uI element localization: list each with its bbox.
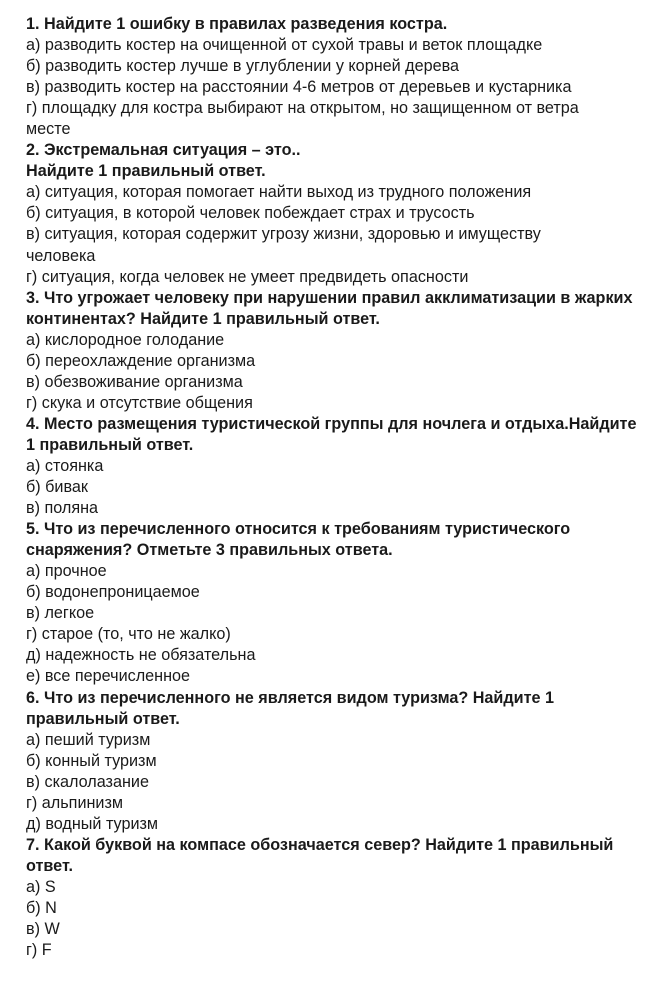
- answer-option: в) поляна: [26, 499, 99, 518]
- answer-option: г) ситуация, когда человек не умеет предвидеть опасности: [26, 267, 469, 286]
- answer-option: в) ситуация, которая содержит угрозу жизни, здоровью и имуществу: [26, 225, 541, 244]
- question-text: 5. Что из перечисленного относится к требованиям туристического: [26, 520, 571, 539]
- answer-option: е) все перечисленное: [26, 667, 191, 686]
- question-text: Найдите 1 правильный ответ.: [26, 162, 266, 181]
- question-text: ответ.: [26, 856, 73, 875]
- question-block-5: [26, 519, 666, 687]
- question-text: правильный ответ.: [26, 709, 180, 728]
- answer-option: д) надежность не обязательна: [26, 646, 256, 665]
- question-text: континентах? Найдите 1 правильный ответ.: [26, 309, 380, 328]
- answer-option: а) кислородное голодание: [26, 330, 225, 349]
- answer-option: г) альпинизм: [26, 793, 124, 812]
- answer-option: б) бивак: [26, 478, 88, 497]
- answer-option-continuation: человека: [26, 246, 96, 265]
- answer-option: в) обезвоживание организма: [26, 372, 243, 391]
- question-text: 1. Найдите 1 ошибку в правилах разведения костра.: [26, 15, 448, 33]
- question-text: 1 правильный ответ.: [26, 435, 194, 454]
- answer-option: а) пеший туризм: [26, 730, 151, 749]
- question-text: 6. Что из перечисленного не является видом туризма? Найдите 1: [26, 688, 555, 707]
- answer-option: б) переохлаждение организма: [26, 351, 256, 370]
- answer-option: б) разводить костер лучше в углублении у корней дерева: [26, 57, 460, 76]
- answer-option: д) водный туризм: [26, 814, 159, 833]
- answer-option: г) старое (то, что не жалко): [26, 625, 231, 644]
- question-text: 2. Экстремальная ситуация – это..: [26, 141, 301, 160]
- question-block-4: [26, 414, 666, 519]
- answer-option: в) скалолазание: [26, 772, 149, 791]
- answer-option: г) скука и отсутствие общения: [26, 393, 253, 412]
- answer-option: г) F: [26, 941, 52, 960]
- answer-option: б) ситуация, в которой человек побеждает страх и трусость: [26, 204, 475, 223]
- answer-option: а) стоянка: [26, 456, 104, 475]
- answer-option: б) N: [26, 898, 57, 917]
- answer-option: б) конный туризм: [26, 751, 157, 770]
- question-block-6: [26, 688, 666, 835]
- answer-option: а) разводить костер на очищенной от сухой травы и веток площадке: [26, 36, 543, 55]
- question-block-1: [26, 14, 666, 140]
- question-block-2: [26, 140, 666, 287]
- answer-option: в) легкое: [26, 604, 95, 623]
- quiz-document: [26, 14, 666, 961]
- answer-option: в) W: [26, 920, 60, 939]
- question-text: 3. Что угрожает человеку при нарушении правил акклиматизации в жарких: [26, 288, 633, 307]
- question-text: снаряжения? Отметьте 3 правильных ответа.: [26, 541, 393, 560]
- answer-option: а) S: [26, 877, 56, 896]
- answer-option: а) ситуация, которая помогает найти выход из трудного положения: [26, 183, 532, 202]
- answer-option: в) разводить костер на расстоянии 4-6 метров от деревьев и кустарника: [26, 78, 572, 97]
- question-text: 7. Какой буквой на компасе обозначается север? Найдите 1 правильный: [26, 835, 614, 854]
- question-block-7: [26, 835, 666, 961]
- question-text: 4. Место размещения туристической группы для ночлега и отдыха.Найдите: [26, 414, 637, 433]
- answer-option-continuation: месте: [26, 120, 71, 139]
- answer-option: б) водонепроницаемое: [26, 583, 200, 602]
- answer-option: а) прочное: [26, 562, 107, 581]
- answer-option: г) площадку для костра выбирают на открытом, но защищенном от ветра: [26, 99, 579, 118]
- question-block-3: [26, 288, 666, 414]
